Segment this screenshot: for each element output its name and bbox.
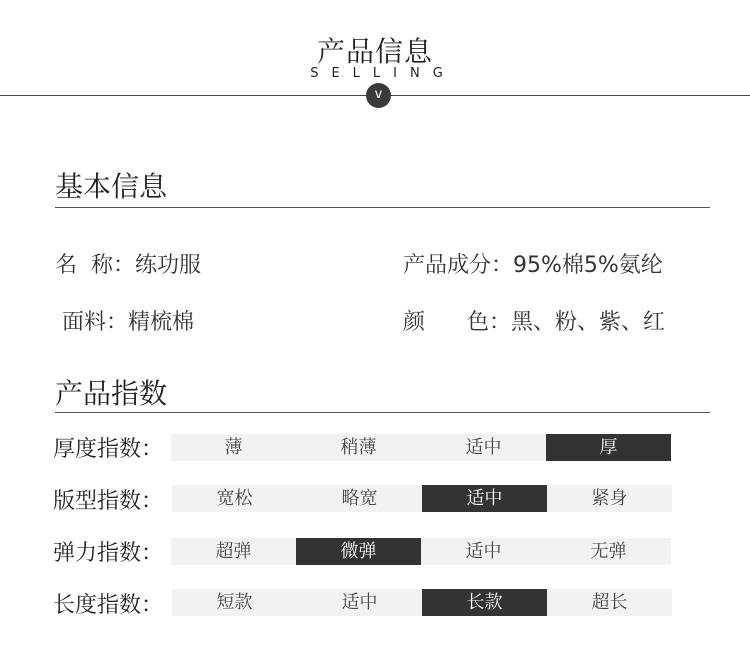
index-option: 薄 (224, 437, 243, 458)
index-scale (171, 434, 671, 461)
index-scale (171, 538, 671, 565)
index-option: 超弹 (215, 541, 252, 562)
index-option: 短款 (216, 592, 253, 613)
product-color: 颜 色：黑、粉、紫、红 (403, 310, 665, 335)
index-option-selected: 厚 (546, 434, 671, 461)
page-title: 产品信息 (316, 35, 433, 68)
index-option-selected: 适中 (422, 485, 547, 512)
index-option: 略宽 (341, 488, 378, 509)
basic-info-divider (55, 207, 710, 208)
index-option: 适中 (465, 541, 502, 562)
index-option-selected: 长款 (422, 589, 547, 616)
index-scale (172, 485, 672, 512)
index-option: 无弹 (590, 541, 627, 562)
index-scale (172, 589, 672, 616)
product-name: 名 称：练功服 (55, 253, 201, 278)
index-option: 适中 (465, 437, 502, 458)
basic-info-title: 基本信息 (55, 170, 168, 203)
header (0, 0, 750, 110)
chevron-down-icon: v (366, 83, 391, 108)
index-label: 弹力指数： (53, 541, 164, 566)
index-option: 超长 (591, 592, 628, 613)
index-label: 厚度指数： (53, 437, 164, 462)
index-option-selected: 微弹 (296, 538, 421, 565)
product-composition: 产品成分：95%棉5%氨纶 (403, 253, 663, 278)
index-option: 适中 (341, 592, 378, 613)
product-index-title: 产品指数 (55, 377, 168, 410)
product-fabric: 面料：精梳棉 (62, 310, 195, 335)
index-option: 紧身 (591, 488, 628, 509)
index-option: 宽松 (216, 488, 253, 509)
index-option: 稍薄 (340, 437, 377, 458)
index-label: 版型指数： (53, 489, 164, 514)
index-label: 长度指数： (53, 593, 164, 618)
product-index-divider (55, 412, 710, 413)
page-subtitle: SELLING (310, 66, 456, 81)
